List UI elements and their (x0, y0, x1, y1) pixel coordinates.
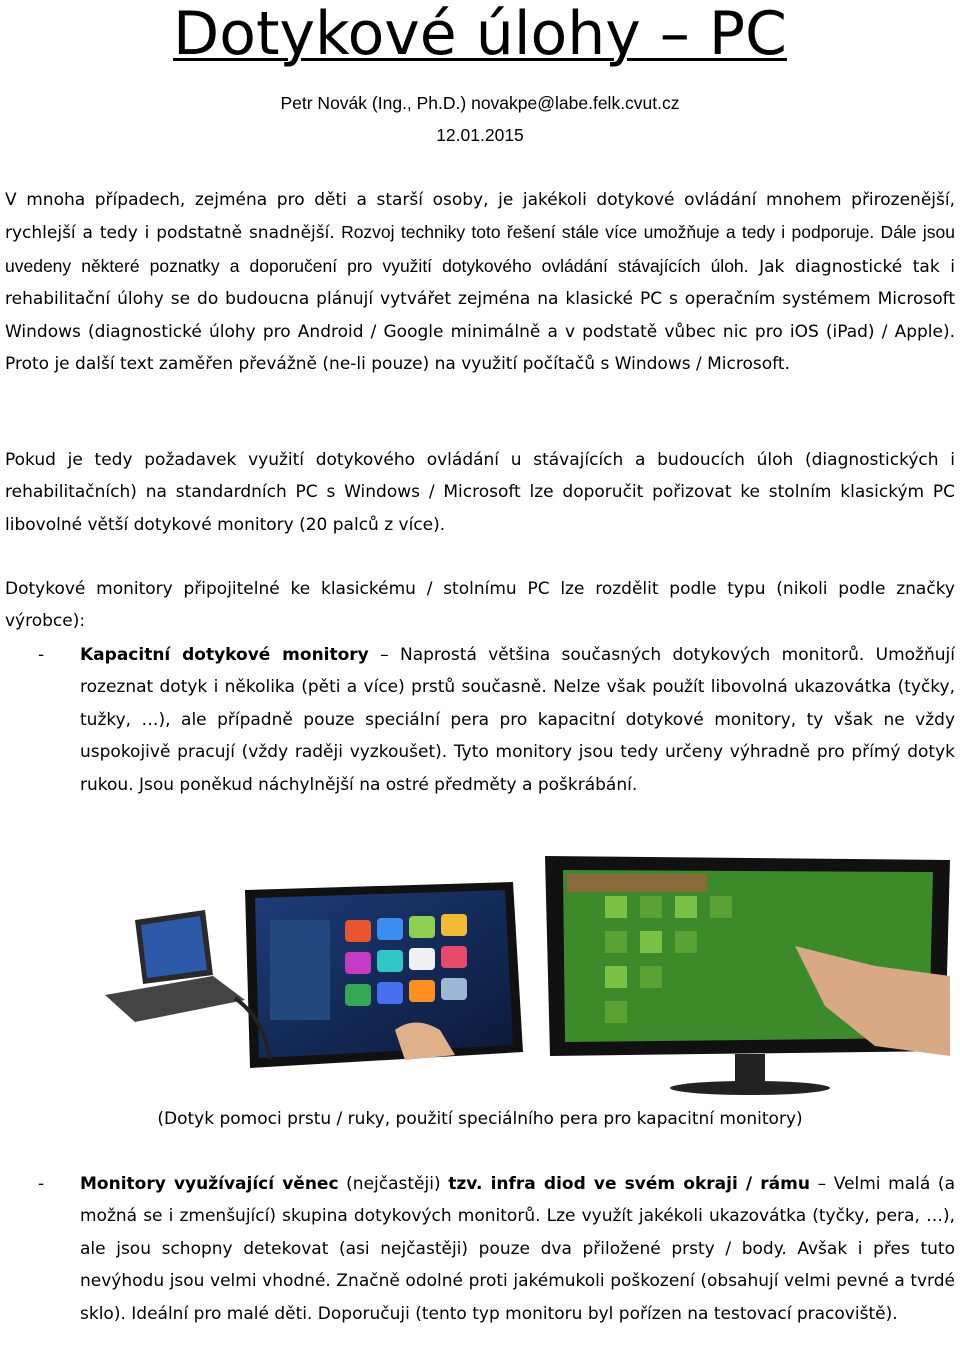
author-line: Petr Novák (Ing., Ph.D.) novakpe@labe.felk.cvut.cz (280, 93, 680, 113)
item-heading: Kapacitní dotykové monitory (80, 645, 369, 665)
document-title: Dotykové úlohy – PC (173, 0, 787, 69)
touch-monitor-game-image (545, 856, 950, 1096)
list-bullet: - (38, 1174, 45, 1194)
item-heading: Monitory využívající věnec (80, 1174, 339, 1194)
monitor-types-intro: Dotykové monitory připojitelné ke klasickému / stolnímu PC lze rozdělit podle typu (nikoli podle značky výrobce): (5, 579, 955, 632)
laptop-touch-monitor-image (95, 880, 525, 1080)
list-bullet: - (38, 645, 45, 665)
intro-paragraph: V mnoha případech, zejména pro děti a starší osoby, je jakékoli dotykové ovládání mnohem přirozenější, rychlejší a tedy i podstatně snadnější. Rozvoj techniky toto řešení stále více umožňuje a tedy i podporuje. Dále jsou uvedeny některé poznatky a doporučení pro využití dotykového ovládání stávajících úloh. Jak diagnostické tak i rehabilitační úlohy se do budoucna plánují vytvářet zejména na klasické PC s operačním systémem Microsoft Windows (diagnostické úlohy pro Android / Google minimálně a v podstatě vůbec nic pro iOS (iPad) / Apple). Proto je další text zaměřen převážně (ne-li pouze) na využití počítačů s Windows / Microsoft. (5, 190, 955, 375)
list-item-capacitive: - Kapacitní dotykové monitory – Naprostá většina současných dotykových monitorů. Umožňují rozeznat dotyk i několika (pěti a více) prstů současně. Nelze však použít libovolná ukazovátka (tyčky, tužky, …), ale případně pouze speciální pera pro kapacitní dotykové monitory, ty však ne vždy uspokojivě pracují (vždy raději vyzkoušet). Tyto monitory jsou tedy určeny výhradně pro přímý dotyk rukou. Jsou poněkud náchylnější na ostré předměty a poškrábání. (5, 639, 955, 801)
list-item-infrared: - Monitory využívající věnec (nejčastěji) tzv. infra diod ve svém okraji / rámu – Velmi malá (a možná se i zmenšující) skupina dotykových monitorů. Lze využít jakékoli ukazovátka (tyčky, pera, …), ale jsou schopny detekovat (asi nejčastěji) pouze dva přiložené prsty / body. Avšak i přes tuto nevýhodu jsou velmi vhodné. Značně odolné proti jakémukoli poškození (obsahují velmi pevné a tvrdé sklo). Ideální pro malé děti. Doporučuji (tento typ monitoru byl pořízen na testovací pracoviště). (5, 1168, 955, 1330)
recommendation-paragraph: Pokud je tedy požadavek využití dotykového ovládání u stávajících a budoucích úloh (diagnostických i rehabilitačních) na standardních PC s Windows / Microsoft lze doporučit pořizovat ke stolním klasickým PC libovolné větší dotykové monitory (20 palců z více). (5, 450, 955, 535)
image-caption: (Dotyk pomoci prstu / ruky, použití speciálního pera pro kapacitní monitory) (157, 1109, 803, 1129)
date-line: 12.01.2015 (436, 125, 524, 145)
item-subheading: tzv. infra diod ve svém okraji / rámu (448, 1174, 810, 1194)
